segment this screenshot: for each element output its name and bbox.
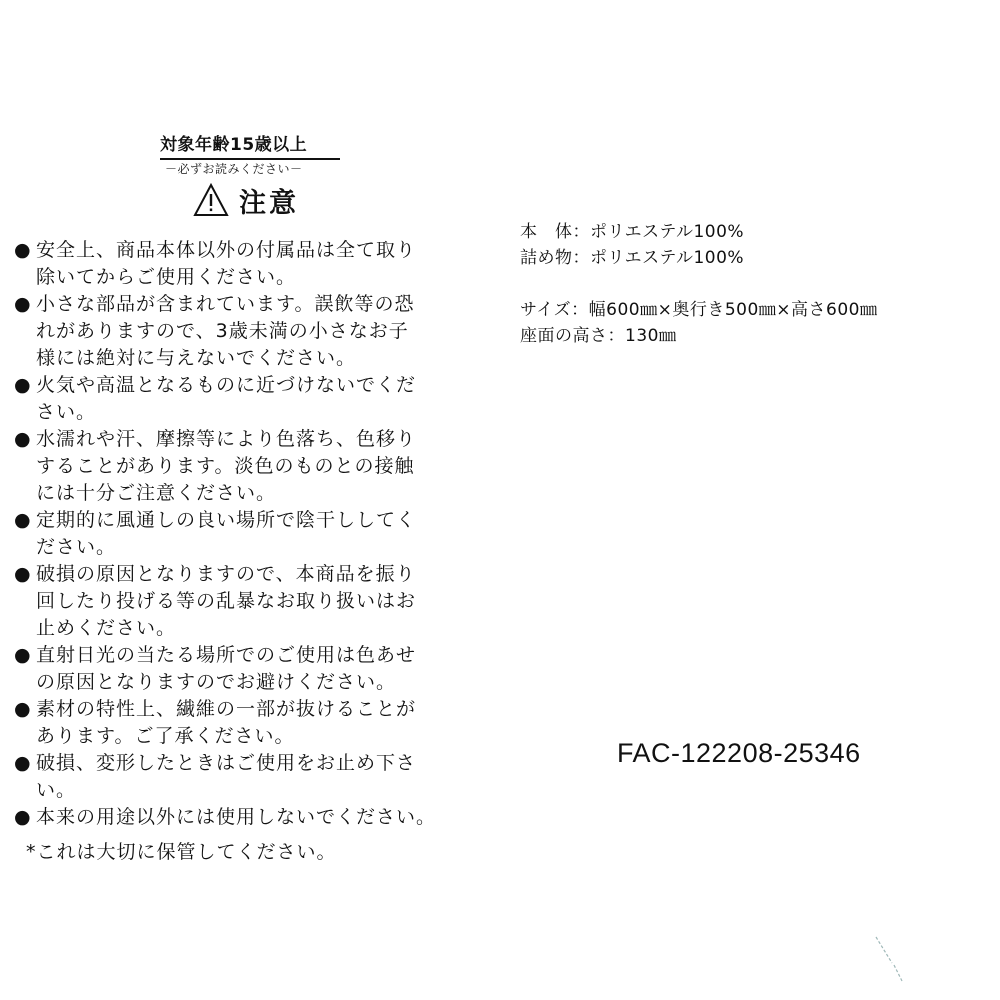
spec-filling-material: 詰め物：ポリエステル100%	[520, 248, 745, 268]
caution-item-text: 小さな部品が含まれています。誤飲等の恐 れがありますので、3歳未満の小さなお子 様には絶対に与えないでください。	[36, 293, 415, 369]
bullet-icon: ●	[14, 644, 32, 666]
caution-item	[14, 561, 474, 642]
caution-item-text: 破損の原因となりますので、本商品を振り 回したり投げる等の乱暴なお取り扱いはお 止めください。	[36, 563, 417, 639]
spec-body-material: 本 体：ポリエステル100%	[520, 222, 745, 242]
caution-item-text: 水濡れや汗、摩擦等により色落ち、色移り することがあります。淡色のものとの接触 には十分ご注意ください。	[36, 428, 417, 504]
caution-item	[14, 426, 474, 507]
bullet-icon: ●	[14, 806, 32, 828]
caution-item	[14, 507, 474, 561]
caution-item-text: 定期的に風通しの良い場所で陰干ししてく ださい。	[36, 509, 417, 558]
spec-divider	[520, 271, 877, 297]
caution-item-text: 安全上、商品本体以外の付属品は全て取り 除いてからご使用ください。	[36, 239, 417, 288]
caution-item	[14, 642, 474, 696]
storage-footnote: *これは大切に保管してください。	[26, 841, 337, 863]
product-code: FAC-122208-25346	[617, 738, 861, 768]
bullet-icon: ●	[14, 752, 32, 774]
bullet-icon: ●	[14, 563, 32, 585]
caution-item	[14, 237, 474, 291]
bullet-icon: ●	[14, 428, 32, 450]
caution-label: 注意	[239, 187, 299, 219]
caution-item	[14, 750, 474, 804]
caution-item-text: 直射日光の当たる場所でのご使用は色あせ の原因となりますのでお避けください。	[36, 644, 417, 693]
caution-item-text: 素材の特性上、繊維の一部が抜けることが あります。ご了承ください。	[36, 698, 417, 747]
caution-item-text: 破損、変形したときはご使用をお止め下さ い。	[36, 752, 417, 801]
caution-item	[14, 291, 474, 372]
caution-item	[14, 372, 474, 426]
caution-item	[14, 804, 474, 831]
caution-list	[14, 237, 474, 831]
bullet-icon: ●	[14, 293, 32, 315]
spec-block	[520, 219, 877, 349]
caution-item	[14, 696, 474, 750]
read-instruction-note: －必ずお読みください－	[165, 162, 303, 176]
warning-triangle-icon	[193, 183, 229, 217]
paper-scratch-mark	[872, 935, 912, 985]
bullet-icon: ●	[14, 239, 32, 261]
caution-item-text: 本来の用途以外には使用しないでください。	[36, 806, 437, 828]
spec-size: サイズ：幅600㎜×奥行き500㎜×高さ600㎜	[520, 300, 878, 320]
bullet-icon: ●	[14, 509, 32, 531]
bullet-icon: ●	[14, 374, 32, 396]
caution-heading	[193, 180, 299, 220]
caution-item-text: 火気や高温となるものに近づけないでくだ さい。	[36, 374, 417, 423]
bullet-icon: ●	[14, 698, 32, 720]
age-target-title: 対象年齢15歳以上	[160, 130, 340, 160]
spec-seat-height: 座面の高さ：130㎜	[520, 326, 677, 346]
